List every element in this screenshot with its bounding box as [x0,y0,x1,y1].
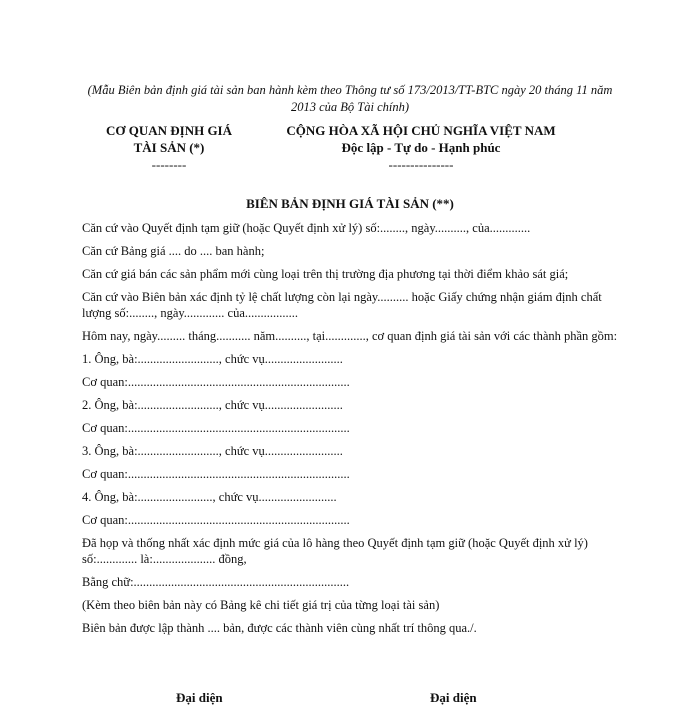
paragraph-basis-price-list: Căn cứ Bảng giá .... do .... ban hành; [82,244,265,258]
nation-divider: --------------- [388,157,454,172]
member-4-agency: Cơ quan:....................................................................... [82,513,350,527]
paragraph-attachment-note: (Kèm theo biên bản này có Bảng kê chi tiết giá trị của từng loại tài sản) [82,598,440,612]
paragraph-price-agreement: Đã họp và thống nhất xác định mức giá của lô hàng theo Quyết định tạm giữ (hoặc Quyết định xử lý) số:............. là:.................... đồng, [82,536,588,566]
paragraph-basis-quality: Căn cứ vào Biên bản xác định tỷ lệ chất lượng còn lại ngày.......... hoặc Giấy chứng nhận giám định chất lượng số:........, ngày............. của................. [82,290,602,320]
member-3-agency: Cơ quan:....................................................................... [82,467,350,481]
agency-header [84,122,254,173]
nation-header [262,122,580,173]
nation-motto: Độc lập - Tự do - Hạnh phúc [341,140,501,155]
member-1-name: 1. Ông, bà:.........................., chức vụ......................... [82,352,343,366]
member-2-agency: Cơ quan:....................................................................... [82,421,350,435]
paragraph-basis-decision: Căn cứ vào Quyết định tạm giữ (hoặc Quyết định xử lý) số:........, ngày.........., của............. [82,221,531,235]
document-title: BIÊN BẢN ĐỊNH GIÁ TÀI SẢN (**) [246,196,454,211]
agency-name-line1: CƠ QUAN ĐỊNH GIÁ [105,123,233,138]
paragraph-meeting-info: Hôm nay, ngày......... tháng........... năm.........., tại............., cơ quan định giá tài sản với các thành phần gồm: [82,329,618,343]
signature-left-label: Đại diện [176,690,223,705]
member-1-agency: Cơ quan:....................................................................... [82,375,350,389]
nation-name: CỘNG HÒA XÃ HỘI CHỦ NGHĨA VIỆT NAM [286,123,556,138]
paragraph-amount-in-words: Bằng chữ:..................................................................... [82,575,350,589]
member-4-name: 4. Ông, bà:........................, chức vụ......................... [82,490,337,504]
member-2-name: 2. Ông, bà:.........................., chức vụ......................... [82,398,343,412]
agency-name-line2: TÀI SẢN (*) [133,140,205,155]
template-note: (Mẫu Biên bản định giá tài sản ban hành kèm theo Thông tư số 173/2013/TT-BTC ngày 20 tháng 11 năm 2013 của Bộ Tài chính) [87,83,613,114]
agency-divider: -------- [151,157,187,172]
signature-right-label: Đại diện [430,690,477,705]
paragraph-basis-market-price: Căn cứ giá bán các sản phẩm mới cùng loại trên thị trường địa phương tại thời điểm khảo sát giá; [82,267,569,281]
document-body [82,220,622,643]
paragraph-closing: Biên bản được lập thành .... bản, được các thành viên cùng nhất trí thông qua./. [82,621,477,635]
member-3-name: 3. Ông, bà:.........................., chức vụ......................... [82,444,343,458]
